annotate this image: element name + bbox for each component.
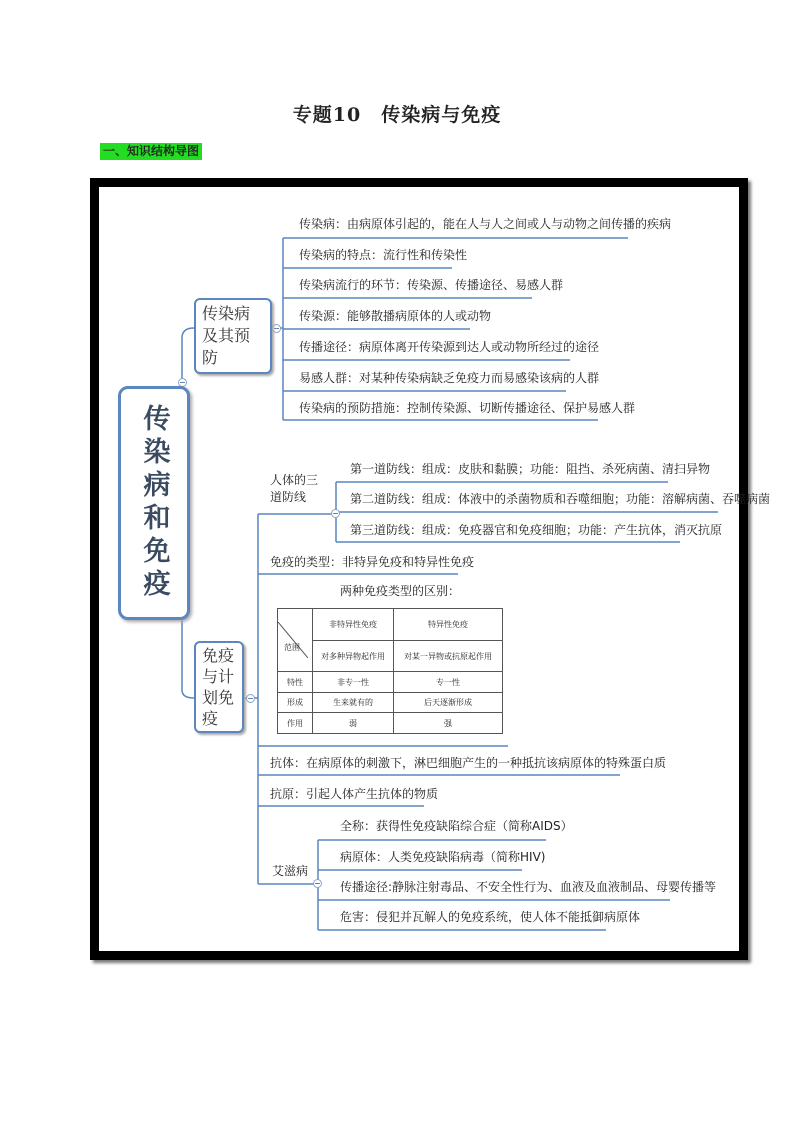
leaf-item: 第三道防线：组成：免疫器官和免疫细胞；功能：产生抗体，消灭抗原 [350,523,723,537]
table-cell: 非专一性 [313,672,394,693]
root-label: 传染病和免疫 [138,404,170,602]
root-node [118,386,190,620]
leaf-item: 传染病的特点：流行性和传染性 [299,248,468,262]
leaf-item: 易感人群：对某种传染病缺乏免疫力而易感染该病的人群 [299,371,600,385]
section-heading: 一、知识结构导图 [100,143,202,160]
defense-label: 人体的三道防线 [270,473,319,504]
leaf-item: 传染源：能够散播病原体的人或动物 [299,309,492,323]
table-row-label: 范围 [284,643,300,652]
leaf-item: 传染病流行的环节：传染源、传播途径、易感人群 [299,278,564,292]
table-row [278,692,503,713]
table-cell: 后天逐渐形成 [393,692,502,713]
branch-label: 免疫与计划免疫 [202,646,235,728]
leaf-item: 抗原：引起人体产生抗体的物质 [270,787,439,801]
leaf-item: 免疫的类型：非特异免疫和特异性免疫 [270,555,475,569]
table-row [278,672,503,693]
table-cell: 弱 [313,713,394,734]
leaf-item: 第二道防线：组成：体液中的杀菌物质和吞噬细胞；功能：溶解病菌、吞噬病菌 [350,492,771,506]
leaf-item: 抗体：在病原体的刺激下，淋巴细胞产生的一种抵抗该病原体的特殊蛋白质 [270,756,667,770]
table-cell: 强 [393,713,502,734]
table-cell: 对某一异物或抗原起作用 [393,640,502,672]
leaf-item: 第一道防线：组成：皮肤和黏膜；功能：阻挡、杀死病菌、清扫异物 [350,462,711,476]
table-row [278,713,503,734]
collapse-toggle-icon[interactable] [272,324,281,333]
leaf-item: 传播途径：病原体离开传染源到达人或动物所经过的途径 [299,340,600,354]
table-row-label: 作用 [278,713,313,734]
table-header: 非特异性免疫 [313,609,394,641]
table-row-label: 特性 [278,672,313,693]
comparison-table [277,608,503,734]
leaf-item: 危害：侵犯并瓦解人的免疫系统，使人体不能抵御病原体 [340,910,641,924]
leaf-item: 传染病的预防措施：控制传染源、切断传播途径、保护易感人群 [299,401,636,415]
leaf-item: 传播途径:静脉注射毒品、不安全性行为、血液及血液制品、母婴传播等 [340,880,717,894]
aids-label: 艾滋病 [272,864,309,878]
page-title: 专题10 传染病与免疫 [292,104,502,126]
table-row-label: 形成 [278,692,313,713]
branch-node-immunity [194,641,244,733]
table-cell: 对多种异物起作用 [313,640,394,672]
collapse-toggle-icon[interactable] [246,694,255,703]
table-row [278,609,503,641]
leaf-item: 病原体：人类免疫缺陷病毒（简称HIV) [340,850,546,864]
table-cell: 专一性 [393,672,502,693]
table-cell: 生来就有的 [313,692,394,713]
branch-node-infectious-disease [194,298,272,374]
leaf-item: 全称：获得性免疫缺陷综合症（简称AIDS） [340,819,573,833]
branch-label: 传染病及其预防 [202,304,251,367]
collapse-toggle-icon[interactable] [313,879,322,888]
compare-title: 两种免疫类型的区别： [340,584,461,598]
collapse-toggle-icon[interactable] [331,509,340,518]
leaf-item: 传染病：由病原体引起的，能在人与人之间或人与动物之间传播的疾病 [299,217,672,231]
table-header: 特异性免疫 [393,609,502,641]
